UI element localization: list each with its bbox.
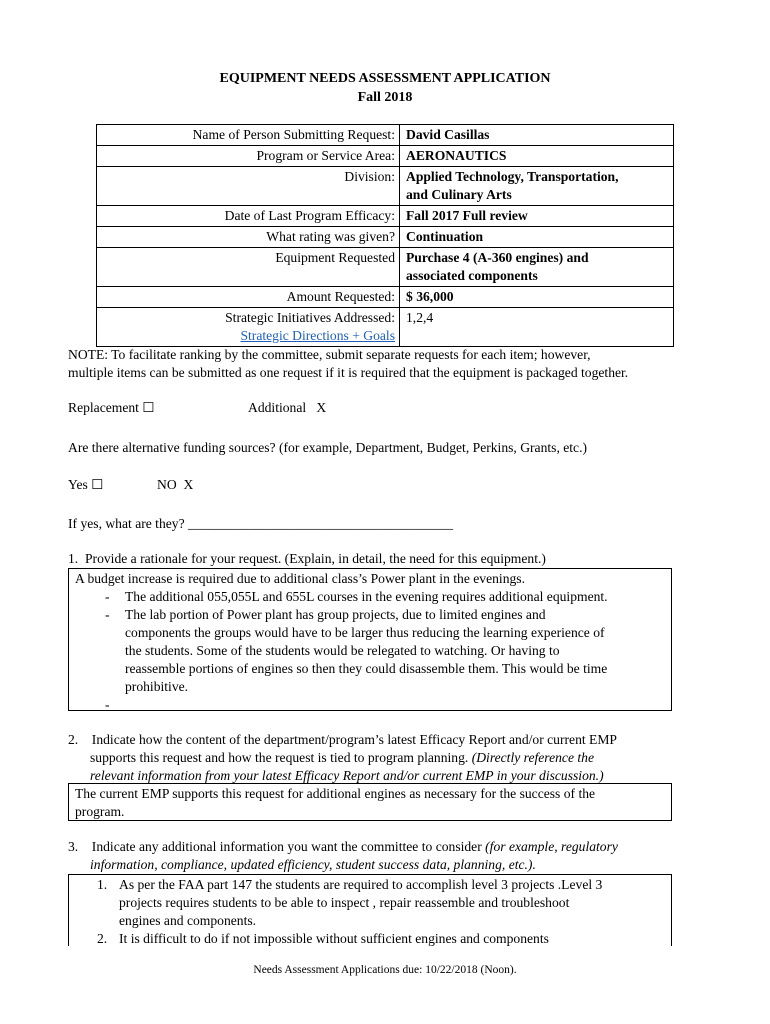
value-efficacy-date: Fall 2017 Full review xyxy=(400,206,674,227)
additional-label: Additional xyxy=(248,400,307,415)
list-item: - The additional 055,055L and 655L courses in the evening requires additional equipment. xyxy=(105,589,608,604)
label-strategic: Strategic Initiatives Addressed: xyxy=(225,310,395,325)
yes-option[interactable] xyxy=(68,476,103,494)
table-row xyxy=(97,146,674,167)
footer-due-date: Needs Assessment Applications due: 10/22/2018 (Noon). xyxy=(253,964,517,976)
request-info-table xyxy=(96,124,674,347)
label-division: Division: xyxy=(97,167,400,206)
question-1-text: Provide a rationale for your request. (Explain, in detail, the need for this equipment.) xyxy=(85,551,546,566)
label-equipment: Equipment Requested xyxy=(97,248,400,287)
list-item: - The lab portion of Power plant has group projects, due to limited engines and components the groups would have to be larger thus reducing the learning experience of the students. Some of the students would be relegated to watching. Or having to reassemble portions of engines so then they could disassemble them. This would be time prohibitive. xyxy=(105,607,608,694)
table-row xyxy=(97,125,674,146)
strategic-directions-link[interactable]: Strategic Directions + Goals xyxy=(240,328,395,343)
question-2: 2. Indicate how the content of the department/program’s latest Efficacy Report and/or current EMP supports this request and how the request is tied to program planning. (Directly reference the relevant information from your latest Efficacy Report and/or current EMP in your discussion.) xyxy=(68,732,617,783)
table-row xyxy=(97,167,674,206)
answer-3-box[interactable] xyxy=(68,874,672,946)
question-1 xyxy=(68,550,546,568)
document-subtitle: Fall 2018 xyxy=(357,90,413,105)
no-label: NO xyxy=(157,477,177,492)
replacement-checkbox[interactable]: ☐ xyxy=(142,400,155,415)
table-row xyxy=(97,227,674,248)
replacement-label: Replacement xyxy=(68,400,139,415)
question-3-number: 3. xyxy=(68,839,79,854)
label-rating: What rating was given? xyxy=(97,227,400,248)
label-efficacy-date: Date of Last Program Efficacy: xyxy=(97,206,400,227)
table-row xyxy=(97,308,674,347)
answer-2-box[interactable]: The current EMP supports this request for additional engines as necessary for the success of the program. xyxy=(68,783,672,821)
document-title: EQUIPMENT NEEDS ASSESSMENT APPLICATION xyxy=(219,71,551,86)
list-item: - xyxy=(105,697,110,712)
value-rating: Continuation xyxy=(400,227,674,248)
replacement-option[interactable] xyxy=(68,399,155,417)
yes-label: Yes xyxy=(68,477,88,492)
table-row xyxy=(97,248,674,287)
if-yes-field[interactable]: If yes, what are they? _______________________________________ xyxy=(68,516,454,531)
value-strategic: 1,2,4 xyxy=(400,308,674,347)
additional-mark[interactable]: X xyxy=(316,400,327,415)
funding-question: Are there alternative funding sources? (for example, Department, Budget, Perkins, Grants, etc.) xyxy=(68,440,588,455)
note-line-1: NOTE: To facilitate ranking by the committee, submit separate requests for each item; however, xyxy=(68,347,591,362)
yes-checkbox[interactable]: ☐ xyxy=(91,477,104,492)
value-equipment: Purchase 4 (A-360 engines) and associated components xyxy=(400,248,674,287)
table-row xyxy=(97,287,674,308)
question-1-number: 1. xyxy=(68,551,79,566)
value-person: David Casillas xyxy=(400,125,674,146)
list-item: 1. As per the FAA part 147 the students are required to accomplish level 3 projects .Level 3 projects requires students to be able to inspect , repair reassemble and troubleshoot engines and components. xyxy=(97,877,603,928)
note-line-2: multiple items can be submitted as one request if it is required that the equipment is packaged together. xyxy=(68,365,629,380)
list-item: 2. It is difficult to do if not impossible without sufficient engines and components xyxy=(97,931,549,946)
table-row xyxy=(97,206,674,227)
label-amount: Amount Requested: xyxy=(97,287,400,308)
no-option[interactable] xyxy=(157,476,193,494)
value-division: Applied Technology, Transportation, and Culinary Arts xyxy=(400,167,674,206)
no-mark[interactable]: X xyxy=(183,477,194,492)
value-amount: $ 36,000 xyxy=(400,287,674,308)
additional-option[interactable] xyxy=(248,399,326,417)
question-2-number: 2. xyxy=(68,732,79,747)
label-person: Name of Person Submitting Request: xyxy=(97,125,400,146)
label-program: Program or Service Area: xyxy=(97,146,400,167)
question-3: 3. Indicate any additional information you want the committee to consider (for example, regulatory information, compliance, updated efficiency, student success data, planning, etc.). xyxy=(68,839,618,872)
value-program: AERONAUTICS xyxy=(400,146,674,167)
answer-1-box[interactable] xyxy=(68,568,672,711)
answer-1-intro: A budget increase is required due to additional class’s Power plant in the evenings. xyxy=(75,571,525,586)
